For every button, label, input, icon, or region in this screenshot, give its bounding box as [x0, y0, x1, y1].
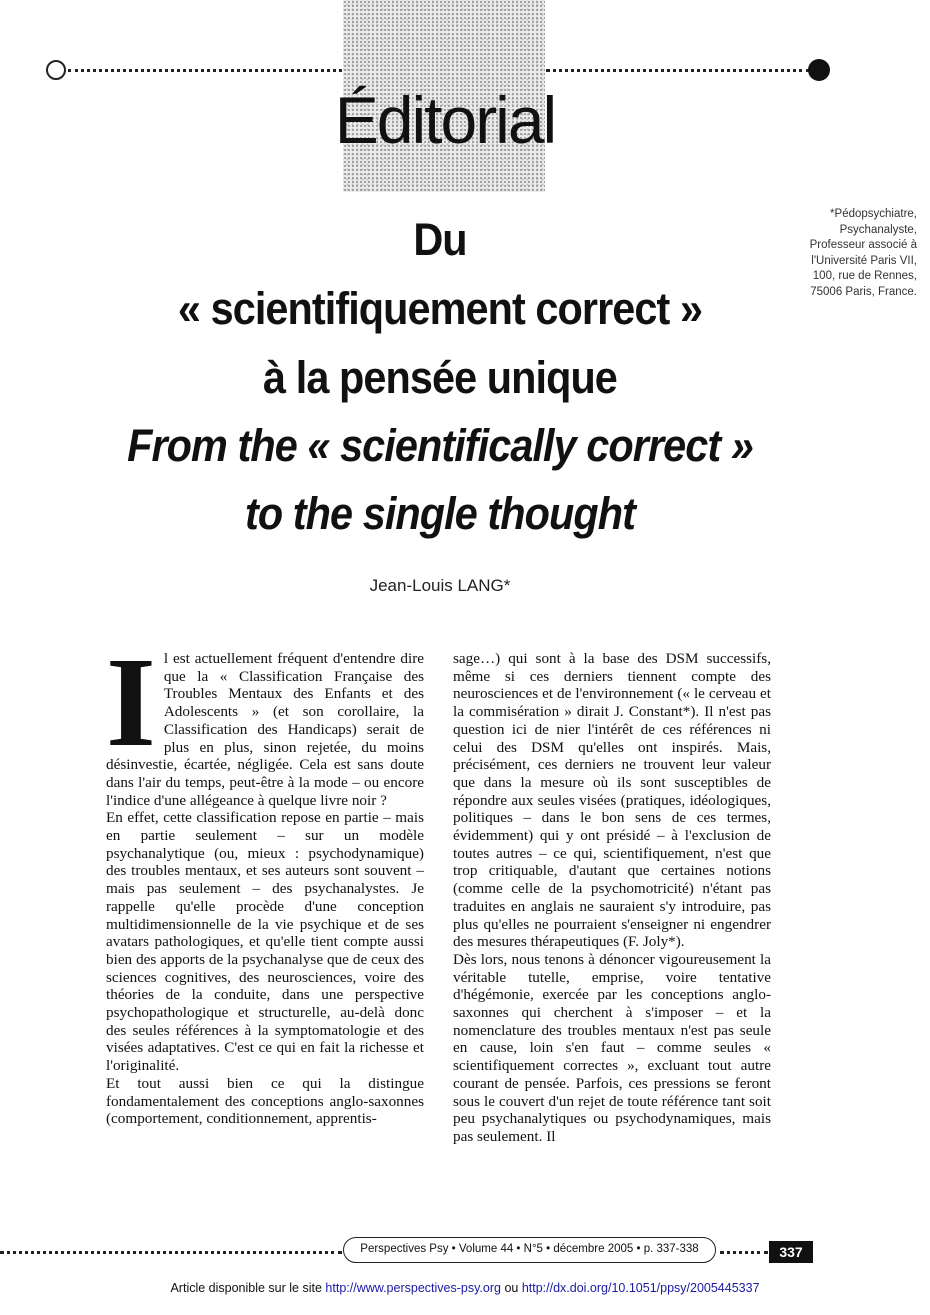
title-english-line-2: to the single thought [244, 488, 636, 539]
paragraph-text: l est actuellement fréquent d'entendre dire que la « Classification Française des Troubles Mentaux des Enfants et des Adolescents » (et son corollaire, la Classification des Handicaps) serait de plus en plus, sinon rejetée, du moins désinvestie, écartée, négligée. Cela est sans doute dans l'air du temps, peut-être à la mode – ou encore l'indice d'une allégeance à quelque livre noir ? [106, 650, 424, 809]
body-column-left [106, 631, 424, 1128]
paragraph: sage…) qui sont à la base des DSM successifs, même si ces derniers tiennent compte des neurosciences et de l'environnement (« le cerveau et la commisération » dirait J. Constant*). Il n'est pas question ici de nier l'intérêt de ces références ni celui des DSM qu'elles ont inspirés. Mais, précisément, ces derniers ne trouvent leur valeur que dans la mesure où ils sont susceptibles de répondre aux seules visées (pratiques, idéologiques, politiques – dans le bon sens de ces termes, évidemment) qui y ont présidé – à l'exclusion de toutes autres – ce qui, scientifiquement, n'est que trop critiquable, d'autant que certaines notions (comme celle de la psychomotricité) n'étant pas traduites en anglais ne sauraient s'y introduire, pas plus qu'elles ne pourraient s'enseigner ni engendrer des mesures thérapeutiques (F. Joly*). [453, 650, 771, 951]
section-title: Éditorial [334, 83, 556, 157]
body-column-right [453, 650, 771, 1146]
header-dot-ornament [808, 59, 830, 81]
header-dotted-rule-right [546, 69, 810, 72]
header-dotted-rule-left [68, 69, 342, 72]
availability-notice [0, 1281, 930, 1295]
header-ring-ornament [46, 60, 66, 80]
affiliation-line: 75006 Paris, France. [810, 285, 917, 298]
affiliation-line: Professeur associé à [809, 239, 917, 251]
title-english-line-1: From the « scientifically correct » [127, 420, 753, 471]
footer-dotted-rule-left [0, 1251, 342, 1254]
page-number: 337 [769, 1241, 813, 1263]
site-link[interactable]: http://www.perspectives-psy.org [325, 1281, 501, 1295]
affiliation-line: *Pédopsychiatre, [830, 208, 917, 220]
paragraph: Dès lors, nous tenons à dénoncer vigoureusement la véritable tutelle, emprise, voire tentative d'hégémonie, exercée par les conceptions anglo-saxonnes qui cherchent à s'imposer – et la nomenclature des troubles mentaux n'est pas seule en cause, loin s'en faut – comme seules « scientifiquement correctes », excluant tout autre courant de pensée. Parfois, ces pressions se feront sous le couvert d'un rejet de toute référence tant soit peu psychanalytiques ou psychodynamiques, mais pas seulement. Il [453, 950, 771, 1145]
affiliation-line: Psychanalyste, [839, 223, 917, 236]
paragraph: Et tout aussi bien ce qui la distingue fondamentalement des conceptions anglo-saxonnes (comportement, conditionnement, apprentis- [106, 1074, 424, 1128]
title-french-line-3: à la pensée unique [263, 352, 617, 403]
availability-prefix: Article disponible sur le site [170, 1281, 322, 1295]
affiliation-line: l'Université Paris VII, [811, 254, 917, 267]
title-french-line-1: Du [413, 214, 467, 265]
footer-dotted-rule-right [720, 1251, 768, 1254]
doi-link[interactable]: http://dx.doi.org/10.1051/ppsy/2005445337 [521, 1281, 760, 1295]
or-text: ou [504, 1281, 519, 1295]
paragraph: En effet, cette classification repose en partie – mais en partie seulement – sur un modèle psychanalytique (ou, mieux : psychodynamique) des troubles mentaux, et ses auteurs sont souvent – mais pas seulement – des psychanalystes. Je rappelle qu'elle procède d'une conception multidimensionnelle de la vie psychique et de ses avatars pathologiques, et qu'elle tient compte aussi bien des apports de la psychanalyse que de ceux des sciences cognitives, des neurosciences, voire des théories de la conduite, dans une perspective psychopathologique et structurelle, au-delà donc des seules références à la symptomatologie et des visées adaptatives. C'est ce qui en fait la richesse et l'originalité. [106, 809, 424, 1075]
paragraph [106, 631, 424, 809]
affiliation-line: 100, rue de Rennes, [812, 270, 917, 282]
author-name: Jean-Louis LANG* [369, 576, 511, 595]
title-french-line-2: « scientifiquement correct » [177, 283, 703, 334]
drop-cap: I [106, 631, 156, 773]
journal-citation: Perspectives Psy • Volume 44 • N°5 • décembre 2005 • p. 337-338 [343, 1237, 716, 1263]
